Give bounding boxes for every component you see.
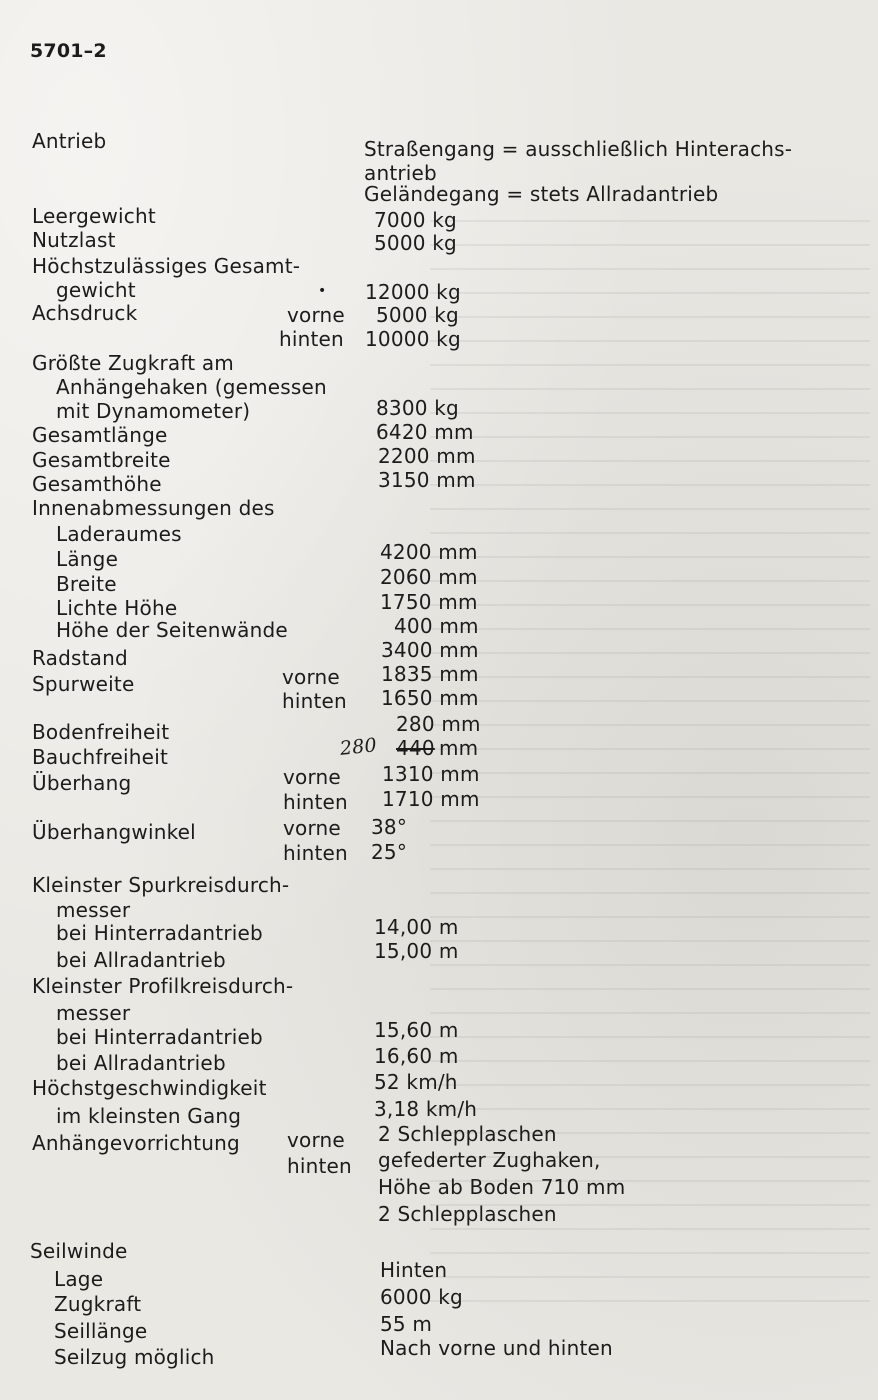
label-ueberhangwinkel: Überhangwinkel: [32, 820, 196, 844]
label-hinterradantrieb-1: bei Hinterradantrieb: [56, 921, 263, 945]
label-achsdruck: Achsdruck: [32, 301, 138, 325]
value-ueberhang-vorne: 1310 mm: [382, 762, 480, 786]
qualifier-spurweite-vorne: vorne: [282, 665, 340, 689]
value-bauchfreiheit-unit: mm: [439, 736, 479, 760]
value-winkel-vorne: 38°: [371, 815, 408, 839]
label-seilzug: Seilzug möglich: [54, 1345, 215, 1369]
label-hoechstzulaessiges-gesamt: Höchstzulässiges Gesamt-: [32, 254, 301, 278]
value-gesamtlaenge: 6420 mm: [376, 420, 474, 444]
value-antrieb-1: Straßengang = ausschließlich Hinterachs-: [364, 137, 793, 161]
label-allradantrieb-1: bei Allradantrieb: [56, 948, 226, 972]
value-seilzug: Nach vorne und hinten: [380, 1336, 613, 1360]
qualifier-anhaenge-vorne: vorne: [287, 1128, 345, 1152]
label-innenabmessungen: Innenabmessungen des: [32, 496, 275, 520]
label-messer-2: messer: [56, 1001, 131, 1025]
value-anhaenge-hinten-3: 2 Schlepplaschen: [378, 1202, 557, 1226]
value-achsdruck-hinten: 10000 kg: [365, 327, 461, 351]
label-hoechstgeschwindigkeit: Höchstgeschwindigkeit: [32, 1076, 267, 1100]
value-anhaenge-hinten-2: Höhe ab Boden 710 mm: [378, 1175, 626, 1199]
value-lichte-hoehe: 1750 mm: [380, 590, 478, 614]
value-nutzlast: 5000 kg: [374, 231, 457, 255]
label-breite: Breite: [56, 572, 117, 596]
value-bodenfreiheit: 280 mm: [396, 712, 481, 736]
value-achsdruck-vorne: 5000 kg: [376, 303, 459, 327]
label-zugkraft: Zugkraft: [54, 1292, 142, 1316]
document-number: 5701–2: [30, 40, 107, 62]
value-anhaenge-vorne: 2 Schlepplaschen: [378, 1122, 557, 1146]
qualifier-achsdruck-hinten: hinten: [279, 327, 344, 351]
value-spurweite-vorne: 1835 mm: [381, 662, 479, 686]
label-dynamometer: mit Dynamometer): [56, 399, 251, 423]
label-laenge: Länge: [56, 547, 119, 571]
value-profilkreis-allrad: 16,60 m: [374, 1044, 459, 1068]
qualifier-achsdruck-vorne: vorne: [287, 303, 345, 327]
label-gesamthoehe: Gesamthöhe: [32, 472, 162, 496]
label-ueberhang: Überhang: [32, 771, 132, 795]
value-anhaenge-hinten-1: gefederter Zughaken,: [378, 1148, 601, 1172]
value-zugkraft: 6000 kg: [380, 1285, 463, 1309]
value-winkel-hinten: 25°: [371, 840, 408, 864]
label-gesamtbreite: Gesamtbreite: [32, 448, 171, 472]
dot-mark: •: [318, 283, 327, 299]
handwritten-correction: 280: [338, 734, 378, 760]
label-hoehe-seitenwaende: Höhe der Seitenwände: [56, 618, 288, 642]
value-lage: Hinten: [380, 1258, 448, 1282]
label-groesste-zugkraft: Größte Zugkraft am: [32, 351, 234, 375]
value-gewicht: 12000 kg: [365, 280, 461, 304]
value-spurkreis-hinterrad: 14,00 m: [374, 915, 459, 939]
label-nutzlast: Nutzlast: [32, 228, 116, 252]
qualifier-winkel-vorne: vorne: [283, 816, 341, 840]
label-kleinster-gang: im kleinsten Gang: [56, 1104, 242, 1128]
qualifier-ueberhang-vorne: vorne: [283, 765, 341, 789]
value-laenge: 4200 mm: [380, 540, 478, 564]
value-gesamthoehe: 3150 mm: [378, 468, 476, 492]
value-ueberhang-hinten: 1710 mm: [382, 787, 480, 811]
label-anhaengevorrichtung: Anhängevorrichtung: [32, 1131, 240, 1155]
label-messer-1: messer: [56, 898, 131, 922]
value-profilkreis-hinterrad: 15,60 m: [374, 1018, 459, 1042]
label-anhaengehaken: Anhängehaken (gemessen: [56, 375, 327, 399]
qualifier-spurweite-hinten: hinten: [282, 689, 347, 713]
label-antrieb: Antrieb: [32, 129, 107, 153]
value-radstand: 3400 mm: [381, 638, 479, 662]
value-bauchfreiheit-struck: 440: [396, 736, 435, 760]
label-radstand: Radstand: [32, 646, 128, 670]
label-profilkreisdurch: Kleinster Profilkreisdurch-: [32, 974, 294, 998]
label-gesamtlaenge: Gesamtlänge: [32, 423, 168, 447]
label-gewicht: gewicht: [56, 278, 136, 302]
label-laderaumes: Laderaumes: [56, 522, 182, 546]
value-antrieb-3: Geländegang = stets Allradantrieb: [364, 182, 719, 206]
label-leergewicht: Leergewicht: [32, 204, 156, 228]
value-breite: 2060 mm: [380, 565, 478, 589]
label-hinterradantrieb-2: bei Hinterradantrieb: [56, 1025, 263, 1049]
value-hoechstgeschwindigkeit: 52 km/h: [374, 1070, 458, 1094]
label-lage: Lage: [54, 1267, 104, 1291]
label-bauchfreiheit: Bauchfreiheit: [32, 745, 168, 769]
value-seillaenge: 55 m: [380, 1312, 433, 1336]
value-spurweite-hinten: 1650 mm: [381, 686, 479, 710]
label-seillaenge: Seillänge: [54, 1319, 148, 1343]
label-seilwinde: Seilwinde: [30, 1239, 128, 1263]
qualifier-ueberhang-hinten: hinten: [283, 790, 348, 814]
label-allradantrieb-2: bei Allradantrieb: [56, 1051, 226, 1075]
value-spurkreis-allrad: 15,00 m: [374, 939, 459, 963]
qualifier-winkel-hinten: hinten: [283, 841, 348, 865]
value-leergewicht: 7000 kg: [374, 208, 457, 232]
value-gesamtbreite: 2200 mm: [378, 444, 476, 468]
value-zugkraft-haken: 8300 kg: [376, 396, 459, 420]
label-lichte-hoehe: Lichte Höhe: [56, 596, 178, 620]
qualifier-anhaenge-hinten: hinten: [287, 1154, 352, 1178]
label-spurkreisdurch: Kleinster Spurkreisdurch-: [32, 873, 290, 897]
value-kleinster-gang: 3,18 km/h: [374, 1097, 478, 1121]
label-bodenfreiheit: Bodenfreiheit: [32, 720, 170, 744]
value-antrieb-2: antrieb: [364, 161, 437, 185]
label-spurweite: Spurweite: [32, 672, 135, 696]
value-seitenwaende: 400 mm: [394, 614, 479, 638]
